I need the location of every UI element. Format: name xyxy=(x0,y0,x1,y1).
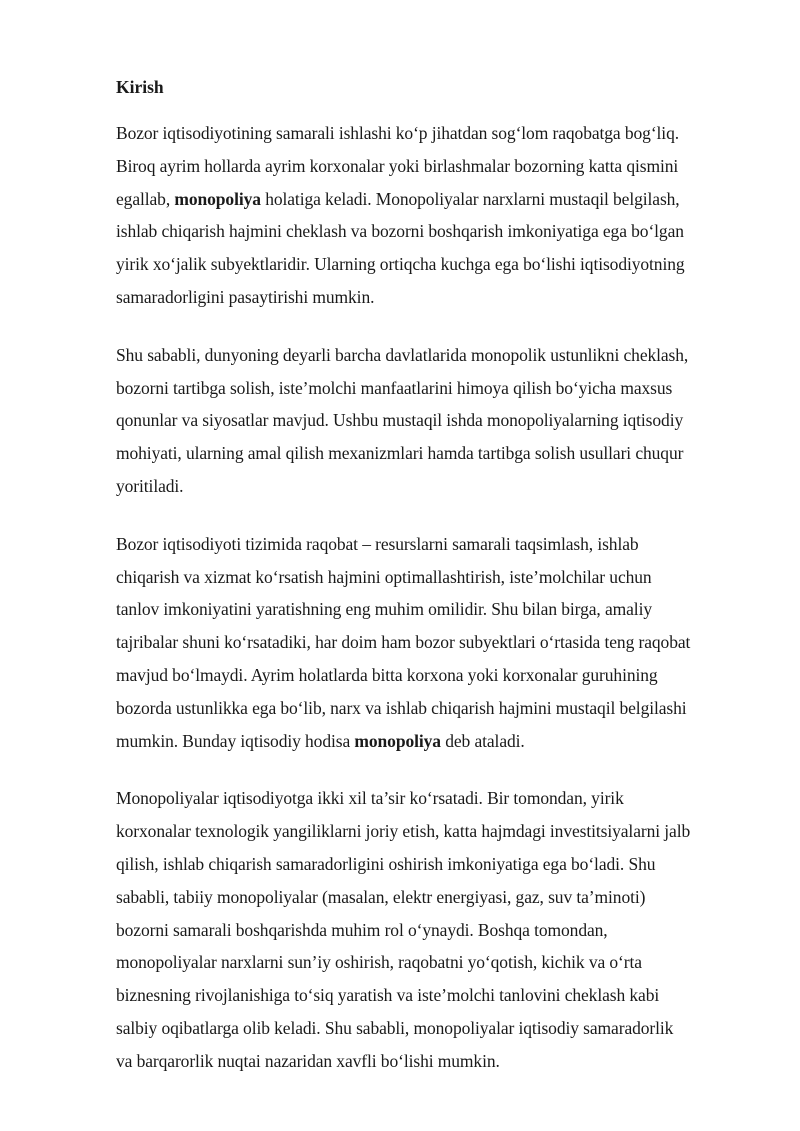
text-line: bozorni tartibga solish, iste’molchi manfaatlarini himoya qilish bo‘yicha maxsus xyxy=(116,377,673,398)
text-line: Monopoliyalar iqtisodiyotga ikki xil ta’sir ko‘rsatadi. Bir tomondan, yirik xyxy=(116,788,624,809)
text-line: va barqarorlik nuqtai nazaridan xavfli bo‘lishi mumkin. xyxy=(116,1050,500,1071)
text-line: ishlab chiqarish hajmini cheklash va bozorni boshqarish imkoniyatiga ega bo‘lgan xyxy=(116,221,684,242)
text-line: egallab, monopoliya holatiga keladi. Monopoliyalar narxlarni mustaqil belgilash, xyxy=(116,188,680,209)
text-line: Shu sababli, dunyoning deyarli barcha davlatlarida monopolik ustunlikni cheklash, xyxy=(116,344,689,365)
text-line: sababli, tabiiy monopoliyalar (masalan, elektr energiyasi, gaz, suv ta’minoti) xyxy=(116,886,646,907)
text-line: samaradorligini pasaytirishi mumkin. xyxy=(116,286,375,307)
document-body xyxy=(116,73,746,1103)
text-line: monopoliyalar narxlarni sun’iy oshirish, raqobatni yo‘qotish, kichik va o‘rta xyxy=(116,952,642,973)
text-line: yoritiladi. xyxy=(116,475,184,496)
text-line: mavjud bo‘lmaydi. Ayrim holatlarda bitta korxona yoki korxonalar guruhining xyxy=(116,664,658,685)
text-line: korxonalar texnologik yangiliklarni joriy etish, katta hajmdagi investitsiyalarni jalb xyxy=(116,821,691,842)
text-line: yirik xo‘jalik subyektlaridir. Ularning ortiqcha kuchga ega bo‘lishi iqtisodiyotning xyxy=(116,254,685,275)
text-line: chiqarish va xizmat ko‘rsatish hajmini optimallashtirish, iste’molchilar uchun xyxy=(116,566,652,587)
text-line: qonunlar va siyosatlar mavjud. Ushbu mustaqil ishda monopoliyalarning iqtisodiy xyxy=(116,410,684,431)
bold-term: monopoliya xyxy=(354,730,441,751)
text-line: tanlov imkoniyatini yaratishning eng muhim omilidir. Shu bilan birga, amaliy xyxy=(116,599,652,620)
text-line: Bozor iqtisodiyotining samarali ishlashi ko‘p jihatdan sog‘lom raqobatga bog‘liq. xyxy=(116,123,679,143)
paragraph xyxy=(116,528,746,758)
text-line: mumkin. Bunday iqtisodiy hodisa monopoliya deb ataladi. xyxy=(116,730,525,751)
section-heading: Kirish xyxy=(116,77,164,97)
text-line: biznesning rivojlanishiga to‘siq yaratish va iste’molchi tanlovini cheklash kabi xyxy=(116,985,660,1006)
paragraph xyxy=(116,782,746,1077)
paragraph xyxy=(116,117,746,314)
bold-term: monopoliya xyxy=(174,188,261,209)
text-line: mohiyati, ularning amal qilish mexanizmlari hamda tartibga solish usullari chuqur xyxy=(116,443,684,464)
paragraph xyxy=(116,339,746,503)
text-line: tajribalar shuni ko‘rsatadiki, har doim ham bozor subyektlari o‘rtasida teng raqobat xyxy=(116,632,691,653)
text-line: bozorni samarali boshqarishda muhim rol o‘ynaydi. Boshqa tomondan, xyxy=(116,919,608,940)
text-line: Biroq ayrim hollarda ayrim korxonalar yoki birlashmalar bozorning katta qismini xyxy=(116,155,679,176)
text-line: Bozor iqtisodiyoti tizimida raqobat – resurslarni samarali taqsimlash, ishlab xyxy=(116,533,639,554)
text-line: bozorda ustunlikka ega bo‘lib, narx va ishlab chiqarish hajmini mustaqil belgilashi xyxy=(116,697,687,718)
text-line: salbiy oqibatlarga olib keladi. Shu sababli, monopoliyalar iqtisodiy samaradorlik xyxy=(116,1017,674,1038)
text-line: qilish, ishlab chiqarish samaradorligini oshirish imkoniyatiga ega bo‘ladi. Shu xyxy=(116,853,656,874)
